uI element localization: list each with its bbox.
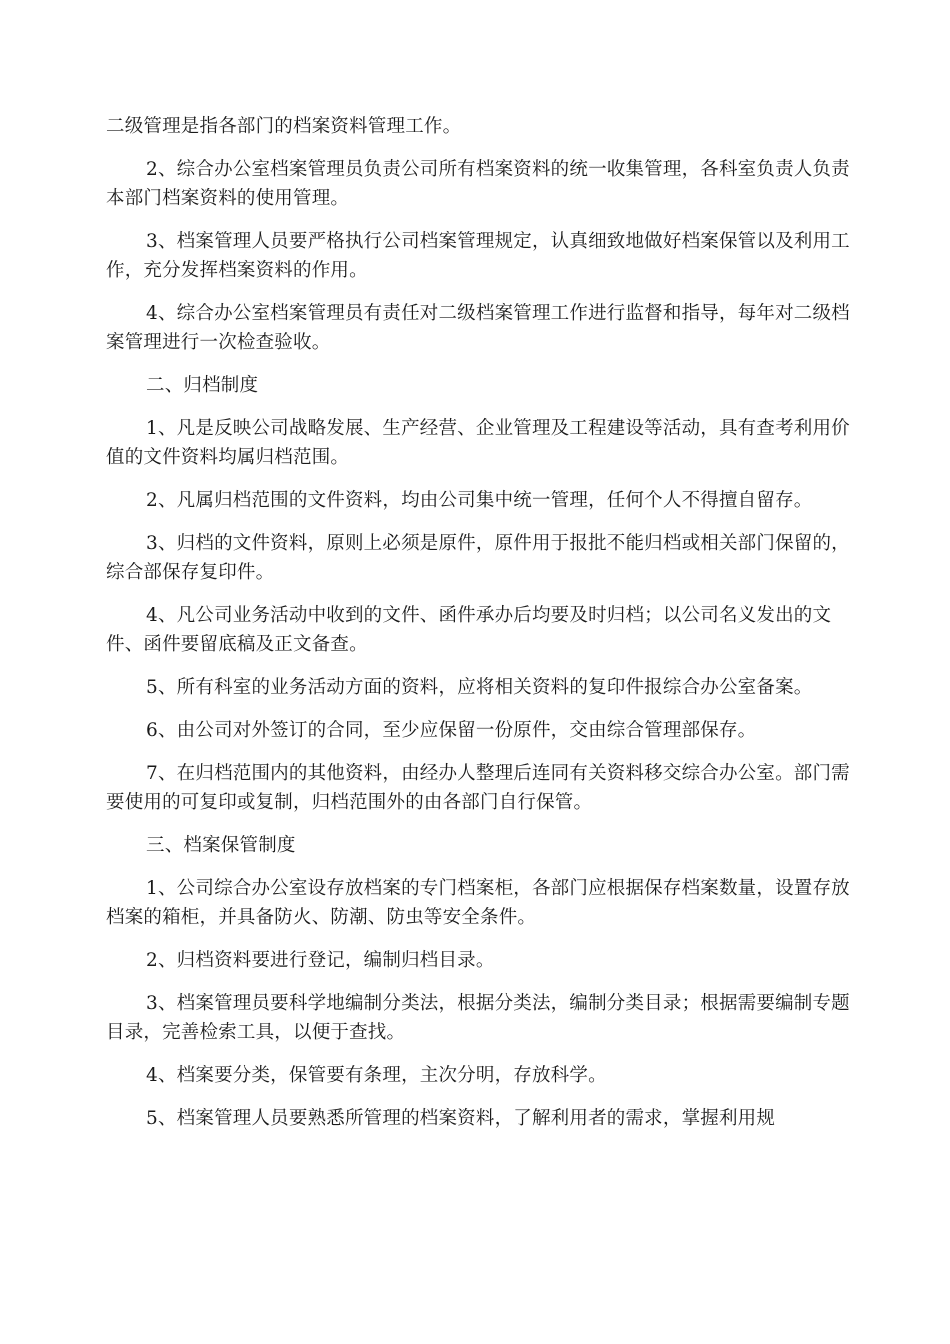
paragraph: 2、凡属归档范围的文件资料，均由公司集中统一管理，任何个人不得擅自留存。 [146, 490, 813, 511]
paragraph: 二级管理是指各部门的档案资料管理工作。 [106, 116, 462, 137]
section-heading: 三、档案保管制度 [146, 835, 296, 856]
paragraph: 5、所有科室的业务活动方面的资料，应将相关资料的复印件报综合办公室备案。 [146, 677, 813, 698]
section-heading: 二、归档制度 [146, 375, 259, 396]
paragraph: 1、公司综合办公室设存放档案的专门档案柜，各部门应根据保存档案数量，设置存放档案的箱柜，并具备防火、防潮、防虫等安全条件。 [106, 878, 850, 928]
paragraph: 1、凡是反映公司战略发展、生产经营、企业管理及工程建设等活动，具有查考利用价值的文件资料均属归档范围。 [106, 418, 850, 468]
paragraph: 4、凡公司业务活动中收到的文件、函件承办后均要及时归档；以公司名义发出的文件、函件要留底稿及正文备查。 [106, 605, 832, 655]
paragraph: 2、综合办公室档案管理员负责公司所有档案资料的统一收集管理，各科室负责人负责本部门档案资料的使用管理。 [106, 159, 850, 209]
paragraph: 5、档案管理人员要熟悉所管理的档案资料，了解利用者的需求，掌握利用规 [146, 1108, 776, 1129]
paragraph: 4、档案要分类，保管要有条理，主次分明，存放科学。 [146, 1065, 607, 1086]
paragraph: 2、归档资料要进行登记，编制归档目录。 [146, 950, 495, 971]
paragraph: 4、综合办公室档案管理员有责任对二级档案管理工作进行监督和指导，每年对二级档案管理进行一次检查验收。 [106, 303, 850, 353]
paragraph: 3、档案管理员要科学地编制分类法，根据分类法，编制分类目录；根据需要编制专题目录，完善检索工具，以便于查找。 [106, 993, 850, 1043]
paragraph: 7、在归档范围内的其他资料，由经办人整理后连同有关资料移交综合办公室。部门需要使用的可复印或复制，归档范围外的由各部门自行保管。 [106, 763, 850, 813]
paragraph: 3、档案管理人员要严格执行公司档案管理规定，认真细致地做好档案保管以及利用工作，充分发挥档案资料的作用。 [106, 231, 850, 281]
document-body [106, 112, 850, 1147]
paragraph: 3、归档的文件资料，原则上必须是原件，原件用于报批不能归档或相关部门保留的，综合部保存复印件。 [106, 533, 850, 583]
paragraph: 6、由公司对外签订的合同，至少应保留一份原件，交由综合管理部保存。 [146, 720, 757, 741]
